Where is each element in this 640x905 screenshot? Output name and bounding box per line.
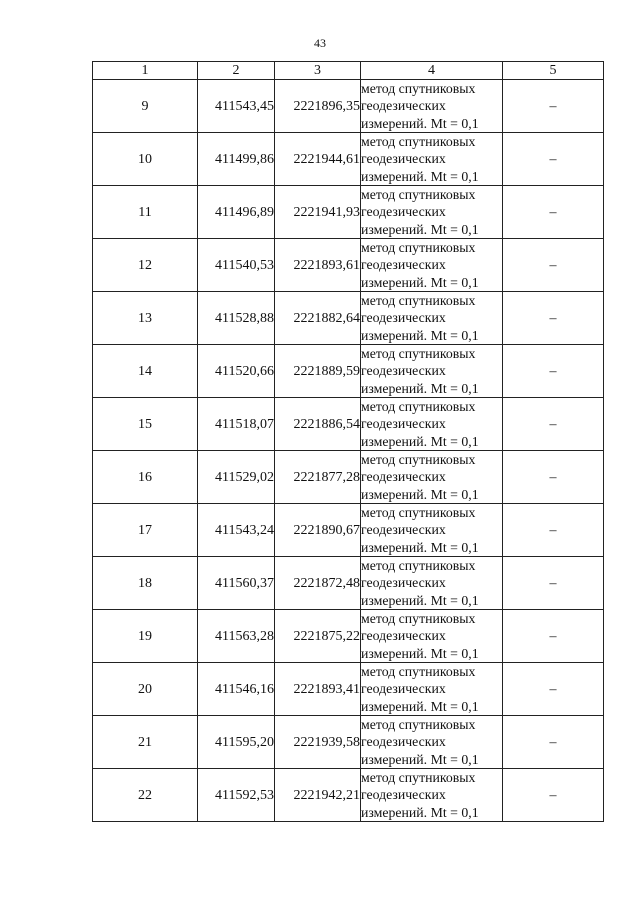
header-col-3: 3 (275, 62, 361, 80)
table-row (93, 80, 604, 133)
point-number: 20 (93, 663, 198, 716)
method-line-2: геодезических (361, 787, 446, 803)
method-line-3: измерений. Mt = 0,1 (361, 327, 479, 343)
method-line-1: метод спутниковых (361, 717, 476, 733)
coordinates-table (92, 61, 604, 822)
x-coordinate: 411595,20 (198, 716, 275, 769)
table-header-row (93, 62, 604, 80)
point-number: 10 (93, 133, 198, 186)
point-number: 13 (93, 292, 198, 345)
method-cell (361, 716, 503, 769)
point-number: 9 (93, 80, 198, 133)
y-coordinate: 2221877,28 (275, 451, 361, 504)
x-coordinate: 411546,16 (198, 663, 275, 716)
table-row (93, 451, 604, 504)
page-number: 43 (314, 36, 326, 50)
y-coordinate: 2221893,61 (275, 239, 361, 292)
method-line-3: измерений. Mt = 0,1 (361, 274, 479, 290)
method-line-1: метод спутниковых (361, 81, 476, 97)
x-coordinate: 411543,24 (198, 504, 275, 557)
x-coordinate: 411499,86 (198, 133, 275, 186)
note-cell: – (503, 186, 604, 239)
header-col-4: 4 (361, 62, 503, 80)
x-coordinate: 411592,53 (198, 769, 275, 822)
note-cell: – (503, 610, 604, 663)
y-coordinate: 2221890,67 (275, 504, 361, 557)
y-coordinate: 2221872,48 (275, 557, 361, 610)
method-cell (361, 186, 503, 239)
table-row (93, 398, 604, 451)
method-cell (361, 451, 503, 504)
note-cell: – (503, 557, 604, 610)
header-col-1: 1 (93, 62, 198, 80)
point-number: 18 (93, 557, 198, 610)
table-row (93, 663, 604, 716)
method-line-2: геодезических (361, 151, 446, 167)
y-coordinate: 2221942,21 (275, 769, 361, 822)
y-coordinate: 2221882,64 (275, 292, 361, 345)
method-line-3: измерений. Mt = 0,1 (361, 804, 479, 820)
x-coordinate: 411543,45 (198, 80, 275, 133)
note-cell: – (503, 292, 604, 345)
note-cell: – (503, 663, 604, 716)
method-cell (361, 345, 503, 398)
x-coordinate: 411496,89 (198, 186, 275, 239)
method-line-3: измерений. Mt = 0,1 (361, 698, 479, 714)
method-line-2: геодезических (361, 734, 446, 750)
method-line-1: метод спутниковых (361, 770, 476, 786)
x-coordinate: 411520,66 (198, 345, 275, 398)
method-line-1: метод спутниковых (361, 611, 476, 627)
method-line-3: измерений. Mt = 0,1 (361, 380, 479, 396)
method-line-2: геодезических (361, 204, 446, 220)
x-coordinate: 411540,53 (198, 239, 275, 292)
table-row (93, 345, 604, 398)
method-cell (361, 133, 503, 186)
method-line-1: метод спутниковых (361, 558, 476, 574)
table-row (93, 557, 604, 610)
point-number: 16 (93, 451, 198, 504)
note-cell: – (503, 451, 604, 504)
table-row (93, 716, 604, 769)
method-cell (361, 239, 503, 292)
table-row (93, 239, 604, 292)
method-line-1: метод спутниковых (361, 134, 476, 150)
method-line-1: метод спутниковых (361, 293, 476, 309)
method-line-3: измерений. Mt = 0,1 (361, 592, 479, 608)
x-coordinate: 411563,28 (198, 610, 275, 663)
method-line-3: измерений. Mt = 0,1 (361, 221, 479, 237)
x-coordinate: 411528,88 (198, 292, 275, 345)
method-cell (361, 610, 503, 663)
method-line-2: геодезических (361, 575, 446, 591)
method-cell (361, 292, 503, 345)
y-coordinate: 2221889,59 (275, 345, 361, 398)
point-number: 17 (93, 504, 198, 557)
y-coordinate: 2221893,41 (275, 663, 361, 716)
method-line-3: измерений. Mt = 0,1 (361, 168, 479, 184)
method-line-3: измерений. Mt = 0,1 (361, 433, 479, 449)
note-cell: – (503, 398, 604, 451)
method-line-1: метод спутниковых (361, 187, 476, 203)
method-cell (361, 557, 503, 610)
point-number: 12 (93, 239, 198, 292)
y-coordinate: 2221941,93 (275, 186, 361, 239)
method-line-3: измерений. Mt = 0,1 (361, 486, 479, 502)
table-row (93, 610, 604, 663)
note-cell: – (503, 716, 604, 769)
header-col-5: 5 (503, 62, 604, 80)
y-coordinate: 2221896,35 (275, 80, 361, 133)
note-cell: – (503, 345, 604, 398)
method-line-2: геодезических (361, 310, 446, 326)
point-number: 19 (93, 610, 198, 663)
method-line-1: метод спутниковых (361, 452, 476, 468)
table-row (93, 769, 604, 822)
y-coordinate: 2221886,54 (275, 398, 361, 451)
method-line-1: метод спутниковых (361, 664, 476, 680)
method-cell (361, 769, 503, 822)
point-number: 22 (93, 769, 198, 822)
point-number: 15 (93, 398, 198, 451)
note-cell: – (503, 504, 604, 557)
method-cell (361, 80, 503, 133)
table-row (93, 504, 604, 557)
table-row (93, 133, 604, 186)
note-cell: – (503, 133, 604, 186)
point-number: 21 (93, 716, 198, 769)
method-line-2: геодезических (361, 257, 446, 273)
point-number: 11 (93, 186, 198, 239)
point-number: 14 (93, 345, 198, 398)
table-row (93, 186, 604, 239)
method-line-2: геодезических (361, 469, 446, 485)
method-line-1: метод спутниковых (361, 240, 476, 256)
x-coordinate: 411518,07 (198, 398, 275, 451)
method-line-3: измерений. Mt = 0,1 (361, 751, 479, 767)
method-line-3: измерений. Mt = 0,1 (361, 645, 479, 661)
y-coordinate: 2221875,22 (275, 610, 361, 663)
method-cell (361, 398, 503, 451)
table-body (93, 80, 604, 822)
method-line-2: геодезических (361, 628, 446, 644)
method-line-2: геодезических (361, 522, 446, 538)
note-cell: – (503, 769, 604, 822)
x-coordinate: 411560,37 (198, 557, 275, 610)
y-coordinate: 2221944,61 (275, 133, 361, 186)
method-line-1: метод спутниковых (361, 505, 476, 521)
method-line-2: геодезических (361, 98, 446, 114)
x-coordinate: 411529,02 (198, 451, 275, 504)
method-line-2: геодезических (361, 416, 446, 432)
method-cell (361, 504, 503, 557)
table-row (93, 292, 604, 345)
header-col-2: 2 (198, 62, 275, 80)
method-line-1: метод спутниковых (361, 346, 476, 362)
method-line-3: измерений. Mt = 0,1 (361, 539, 479, 555)
method-line-1: метод спутниковых (361, 399, 476, 415)
note-cell: – (503, 239, 604, 292)
note-cell: – (503, 80, 604, 133)
method-cell (361, 663, 503, 716)
method-line-2: геодезических (361, 681, 446, 697)
y-coordinate: 2221939,58 (275, 716, 361, 769)
method-line-2: геодезических (361, 363, 446, 379)
method-line-3: измерений. Mt = 0,1 (361, 115, 479, 131)
